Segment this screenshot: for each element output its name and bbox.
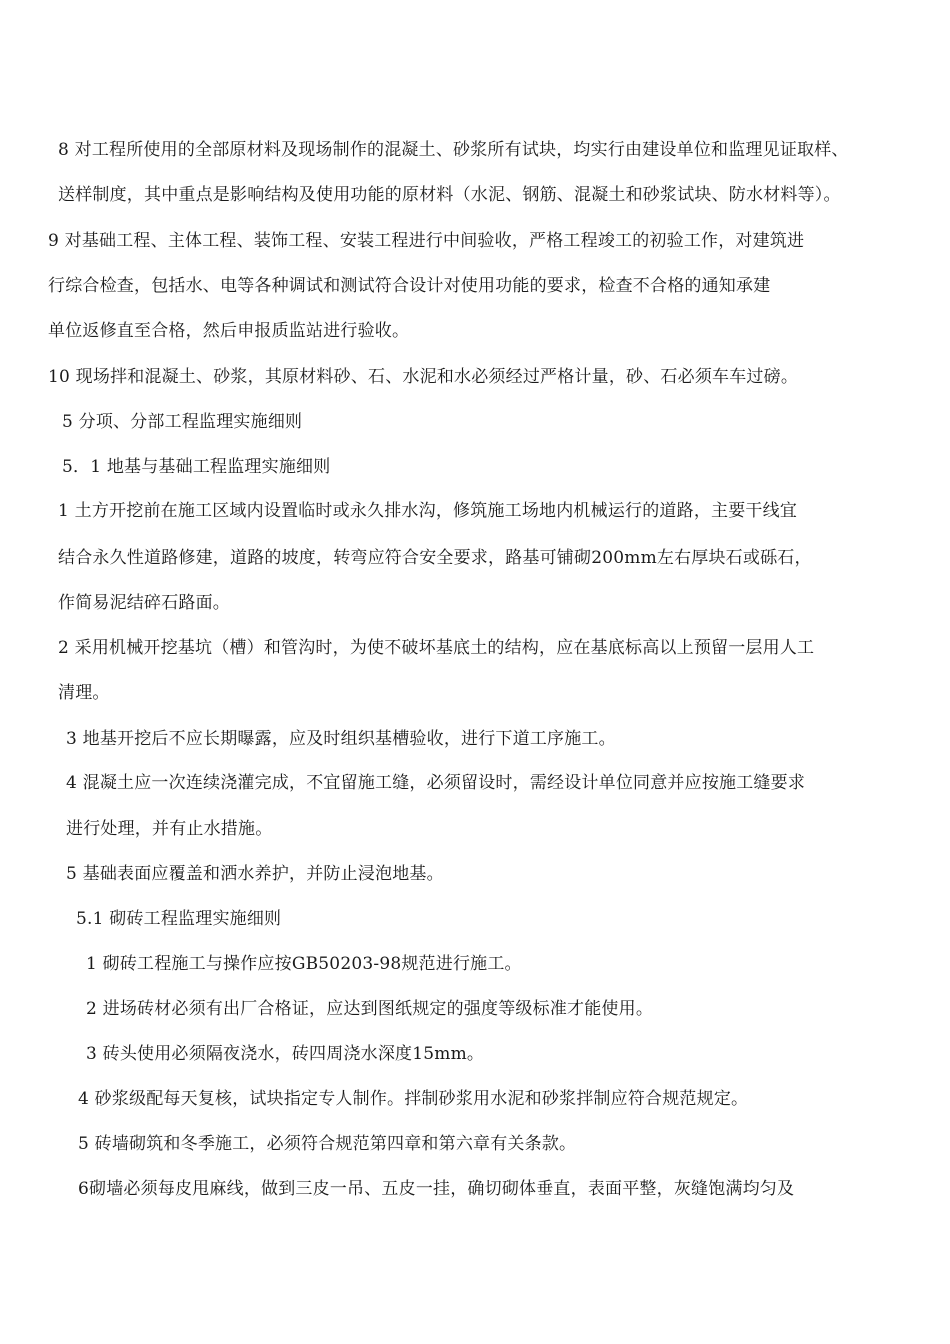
text-line-14: 3 地基开挖后不应长期曝露，应及时组织基槽验收，进行下道工序施工。: [66, 729, 616, 749]
subsection-heading-5-1-brick: 5.1 砌砖工程监理实施细则: [76, 909, 282, 929]
text-line-6: 10 现场拌和混凝土、砂浆，其原材料砂、石、水泥和水必须经过严格计量，砂、石必须车车过磅。: [48, 367, 799, 387]
text-line-19: 1 砌砖工程施工与操作应按GB50203-98规范进行施工。: [86, 954, 522, 974]
text-line-22: 4 砂浆级配每天复核，试块指定专人制作。拌制砂浆用水泥和砂浆拌制应符合规范规定。: [78, 1089, 749, 1109]
text-line-23: 5 砖墙砌筑和冬季施工，必须符合规范第四章和第六章有关条款。: [78, 1134, 577, 1154]
text-line-11: 作简易泥结碎石路面。: [58, 593, 230, 613]
text-line-15: 4 混凝土应一次连续浇灌完成，不宜留施工缝，必须留设时，需经设计单位同意并应按施工缝要求: [66, 773, 806, 793]
text-line-13: 清理。: [58, 683, 110, 703]
text-line-17: 5 基础表面应覆盖和洒水养护，并防止浸泡地基。: [66, 864, 444, 884]
text-line-9: 1 土方开挖前在施工区域内设置临时或永久排水沟，修筑施工场地内机械运行的道路，主要干线宜: [58, 501, 798, 521]
text-line-21: 3 砖头使用必须隔夜浇水，砖四周浇水深度15mm。: [86, 1044, 485, 1064]
text-line-20: 2 进场砖材必须有出厂合格证，应达到图纸规定的强度等级标准才能使用。: [86, 999, 654, 1019]
text-line-4: 行综合检查，包括水、电等各种调试和测试符合设计对使用功能的要求，检查不合格的通知承建: [48, 276, 771, 296]
section-heading-5: 5 分项、分部工程监理实施细则: [62, 412, 303, 432]
text-line-1: 8 对工程所使用的全部原材料及现场制作的混凝土、砂浆所有试块，均实行由建设单位和监理见证取样、: [58, 140, 849, 160]
text-line-3: 9 对基础工程、主体工程、装饰工程、安装工程进行中间验收，严格工程竣工的初验工作，对建筑进: [48, 231, 805, 251]
text-line-16: 进行处理，并有止水措施。: [66, 819, 273, 839]
text-line-12: 2 采用机械开挖基坑（槽）和管沟时，为使不破坏基底土的结构，应在基底标高以上预留一层用人工: [58, 638, 815, 658]
text-line-24: 6砌墙必须每皮甩麻线，做到三皮一吊、五皮一挂，确切砌体垂直，表面平整，灰缝饱满均匀及: [78, 1179, 795, 1199]
text-line-10: 结合永久性道路修建，道路的坡度，转弯应符合安全要求，路基可铺砌200mm左右厚块石或砾石，: [58, 548, 812, 568]
text-line-2: 送样制度，其中重点是影响结构及使用功能的原材料（水泥、钢筋、混凝土和砂浆试块、防水材料等）。: [58, 185, 841, 205]
subsection-heading-5-1-foundation: 5．1 地基与基础工程监理实施细则: [62, 457, 331, 477]
text-line-5: 单位返修直至合格，然后申报质监站进行验收。: [48, 321, 410, 341]
